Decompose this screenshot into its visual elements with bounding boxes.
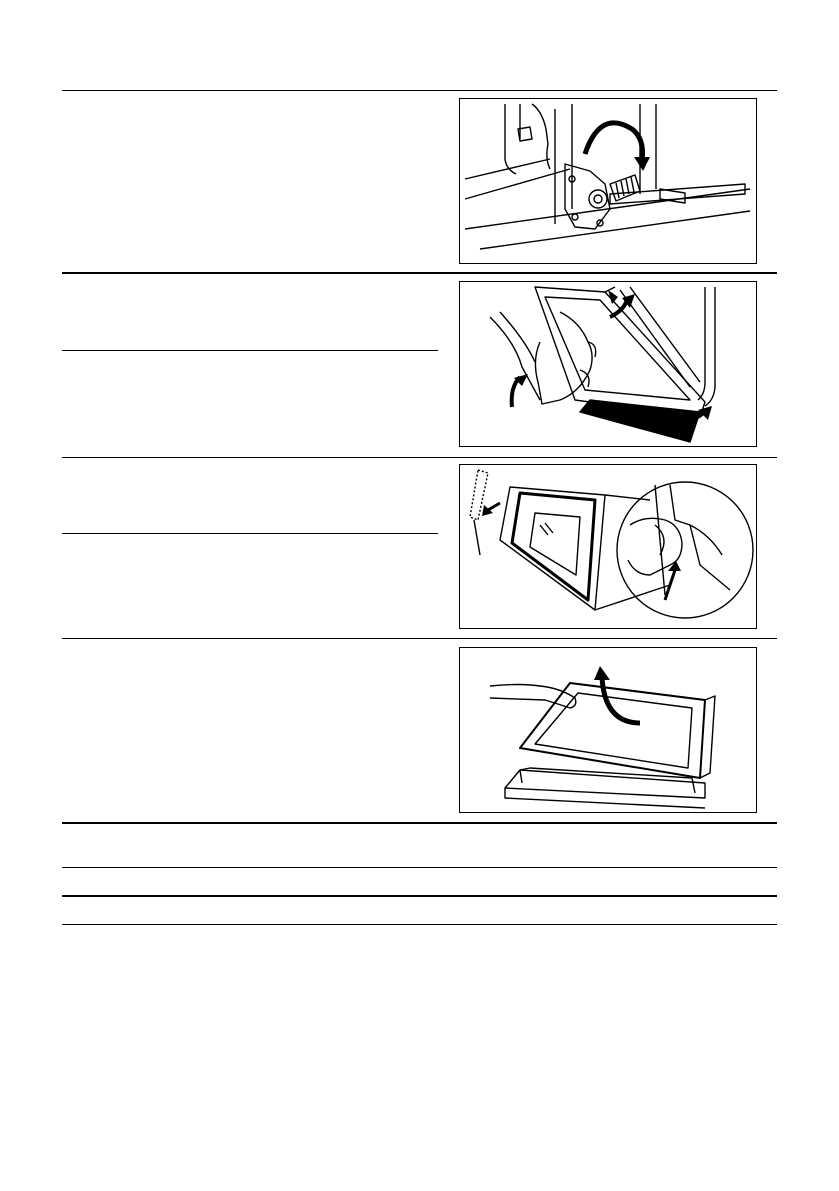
divider-row-3 [62,924,777,925]
curved-arrow-icon [585,123,643,161]
divider-step-2-sub [62,350,438,351]
divider-row-1 [62,867,777,868]
divider-top [62,90,777,91]
divider-section-end [62,822,777,824]
divider-row-2 [62,895,777,897]
hinge-lever-rotate-illustration [459,98,757,264]
magnifier-circle-icon [617,482,753,618]
door-close-lift-illustration [459,281,757,447]
divider-step-3 [62,457,777,458]
divider-step-2 [62,272,777,274]
hinge-lever-svg [460,99,756,263]
divider-step-4 [62,638,777,639]
door-glass-release-illustration [459,464,757,629]
glass-panel-removal-illustration [459,647,757,813]
divider-step-3-sub [62,533,438,534]
